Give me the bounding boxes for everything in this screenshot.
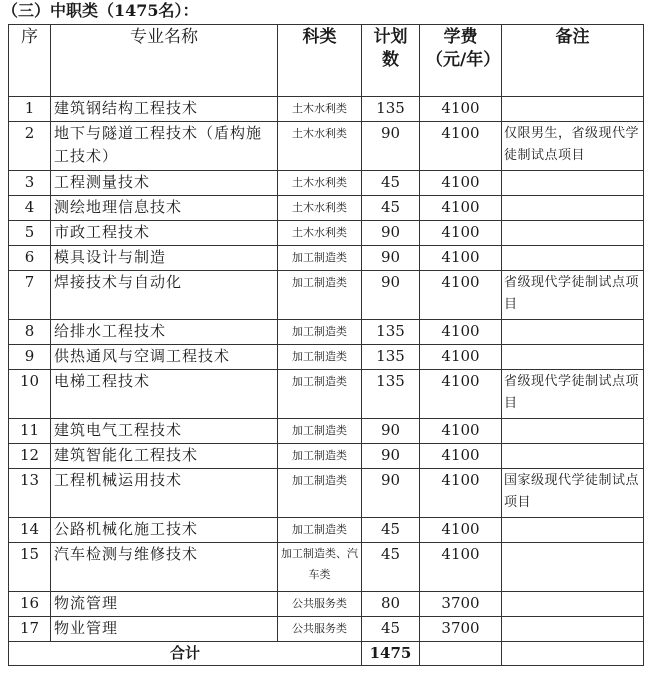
row-note bbox=[502, 444, 644, 469]
row-category: 土木水利类 bbox=[278, 221, 362, 246]
row-plan: 90 bbox=[362, 122, 420, 171]
row-fee: 4100 bbox=[420, 370, 502, 419]
table-row bbox=[9, 171, 644, 196]
table-row bbox=[9, 543, 644, 592]
table-row bbox=[9, 122, 644, 171]
row-name: 建筑电气工程技术 bbox=[51, 419, 278, 444]
header-row bbox=[9, 25, 644, 97]
row-note bbox=[502, 345, 644, 370]
table-row bbox=[9, 592, 644, 617]
row-fee: 4100 bbox=[420, 444, 502, 469]
row-fee: 4100 bbox=[420, 469, 502, 518]
total-row bbox=[9, 642, 644, 666]
row-fee: 4100 bbox=[420, 97, 502, 122]
table-row bbox=[9, 419, 644, 444]
row-note bbox=[502, 518, 644, 543]
row-seq: 7 bbox=[9, 271, 51, 320]
row-name: 汽车检测与维修技术 bbox=[51, 543, 278, 592]
row-category: 土木水利类 bbox=[278, 122, 362, 171]
row-seq: 8 bbox=[9, 320, 51, 345]
row-plan: 45 bbox=[362, 196, 420, 221]
row-name: 地下与隧道工程技术（盾构施工技术） bbox=[51, 122, 278, 171]
row-name: 建筑智能化工程技术 bbox=[51, 444, 278, 469]
row-plan: 45 bbox=[362, 171, 420, 196]
row-category: 土木水利类 bbox=[278, 171, 362, 196]
row-seq: 2 bbox=[9, 122, 51, 171]
row-fee: 3700 bbox=[420, 617, 502, 642]
row-note bbox=[502, 97, 644, 122]
row-seq: 13 bbox=[9, 469, 51, 518]
row-category: 加工制造类 bbox=[278, 419, 362, 444]
row-category: 土木水利类 bbox=[278, 97, 362, 122]
row-seq: 1 bbox=[9, 97, 51, 122]
row-note: 国家级现代学徒制试点项目 bbox=[502, 469, 644, 518]
row-plan: 45 bbox=[362, 543, 420, 592]
table-row bbox=[9, 617, 644, 642]
row-seq: 15 bbox=[9, 543, 51, 592]
row-seq: 12 bbox=[9, 444, 51, 469]
table-row bbox=[9, 271, 644, 320]
row-plan: 90 bbox=[362, 246, 420, 271]
row-note bbox=[502, 221, 644, 246]
row-category: 加工制造类 bbox=[278, 370, 362, 419]
row-seq: 16 bbox=[9, 592, 51, 617]
table-row bbox=[9, 444, 644, 469]
row-seq: 11 bbox=[9, 419, 51, 444]
row-category: 加工制造类 bbox=[278, 271, 362, 320]
row-fee: 4100 bbox=[420, 122, 502, 171]
row-name: 公路机械化施工技术 bbox=[51, 518, 278, 543]
header-seq: 序 bbox=[9, 25, 51, 97]
row-fee: 4100 bbox=[420, 543, 502, 592]
row-fee: 4100 bbox=[420, 345, 502, 370]
header-name: 专业名称 bbox=[51, 25, 278, 97]
row-note bbox=[502, 320, 644, 345]
row-fee: 4100 bbox=[420, 196, 502, 221]
table-row bbox=[9, 221, 644, 246]
row-plan: 80 bbox=[362, 592, 420, 617]
row-seq: 3 bbox=[9, 171, 51, 196]
row-fee: 4100 bbox=[420, 246, 502, 271]
row-note: 仅限男生，省级现代学徒制试点项目 bbox=[502, 122, 644, 171]
row-category: 加工制造类 bbox=[278, 444, 362, 469]
row-category: 土木水利类 bbox=[278, 196, 362, 221]
row-seq: 17 bbox=[9, 617, 51, 642]
row-name: 建筑钢结构工程技术 bbox=[51, 97, 278, 122]
row-name: 物流管理 bbox=[51, 592, 278, 617]
row-note: 省级现代学徒制试点项目 bbox=[502, 370, 644, 419]
row-note bbox=[502, 419, 644, 444]
row-plan: 90 bbox=[362, 271, 420, 320]
table-row bbox=[9, 320, 644, 345]
row-category: 加工制造类、汽车类 bbox=[278, 543, 362, 592]
header-plan: 计划数 bbox=[362, 25, 420, 97]
enrollment-table bbox=[8, 24, 644, 666]
row-name: 物业管理 bbox=[51, 617, 278, 642]
total-label: 合计 bbox=[9, 642, 362, 666]
row-category: 加工制造类 bbox=[278, 345, 362, 370]
row-fee: 4100 bbox=[420, 171, 502, 196]
table-row bbox=[9, 196, 644, 221]
row-category: 加工制造类 bbox=[278, 518, 362, 543]
row-seq: 5 bbox=[9, 221, 51, 246]
header-note: 备注 bbox=[502, 25, 644, 97]
row-name: 市政工程技术 bbox=[51, 221, 278, 246]
table-row bbox=[9, 469, 644, 518]
row-seq: 14 bbox=[9, 518, 51, 543]
row-seq: 4 bbox=[9, 196, 51, 221]
row-category: 公共服务类 bbox=[278, 592, 362, 617]
row-plan: 135 bbox=[362, 345, 420, 370]
row-category: 公共服务类 bbox=[278, 617, 362, 642]
row-seq: 6 bbox=[9, 246, 51, 271]
row-name: 模具设计与制造 bbox=[51, 246, 278, 271]
total-plan: 1475 bbox=[362, 642, 420, 666]
row-name: 供热通风与空调工程技术 bbox=[51, 345, 278, 370]
row-plan: 90 bbox=[362, 469, 420, 518]
row-plan: 90 bbox=[362, 419, 420, 444]
section-heading: （三）中职类（1475名）： bbox=[2, 1, 199, 20]
table-row bbox=[9, 518, 644, 543]
row-plan: 45 bbox=[362, 617, 420, 642]
row-name: 工程测量技术 bbox=[51, 171, 278, 196]
row-plan: 135 bbox=[362, 320, 420, 345]
row-seq: 10 bbox=[9, 370, 51, 419]
header-category: 科类 bbox=[278, 25, 362, 97]
row-name: 工程机械运用技术 bbox=[51, 469, 278, 518]
row-fee: 4100 bbox=[420, 320, 502, 345]
row-note bbox=[502, 246, 644, 271]
row-category: 加工制造类 bbox=[278, 246, 362, 271]
row-fee: 4100 bbox=[420, 221, 502, 246]
row-fee: 3700 bbox=[420, 592, 502, 617]
row-note bbox=[502, 171, 644, 196]
row-plan: 90 bbox=[362, 444, 420, 469]
table-row bbox=[9, 370, 644, 419]
total-note-cell bbox=[502, 642, 644, 666]
row-plan: 135 bbox=[362, 370, 420, 419]
row-note bbox=[502, 592, 644, 617]
row-name: 电梯工程技术 bbox=[51, 370, 278, 419]
table-row bbox=[9, 246, 644, 271]
row-note bbox=[502, 617, 644, 642]
row-fee: 4100 bbox=[420, 419, 502, 444]
row-fee: 4100 bbox=[420, 271, 502, 320]
row-plan: 90 bbox=[362, 221, 420, 246]
table-row bbox=[9, 345, 644, 370]
row-fee: 4100 bbox=[420, 518, 502, 543]
table-row bbox=[9, 97, 644, 122]
row-category: 加工制造类 bbox=[278, 469, 362, 518]
row-plan: 135 bbox=[362, 97, 420, 122]
row-name: 焊接技术与自动化 bbox=[51, 271, 278, 320]
total-fee-cell bbox=[420, 642, 502, 666]
row-name: 测绘地理信息技术 bbox=[51, 196, 278, 221]
row-note: 省级现代学徒制试点项目 bbox=[502, 271, 644, 320]
header-fee: 学费（元/年） bbox=[420, 25, 502, 97]
row-category: 加工制造类 bbox=[278, 320, 362, 345]
row-name: 给排水工程技术 bbox=[51, 320, 278, 345]
row-seq: 9 bbox=[9, 345, 51, 370]
row-note bbox=[502, 196, 644, 221]
row-plan: 45 bbox=[362, 518, 420, 543]
row-note bbox=[502, 543, 644, 592]
